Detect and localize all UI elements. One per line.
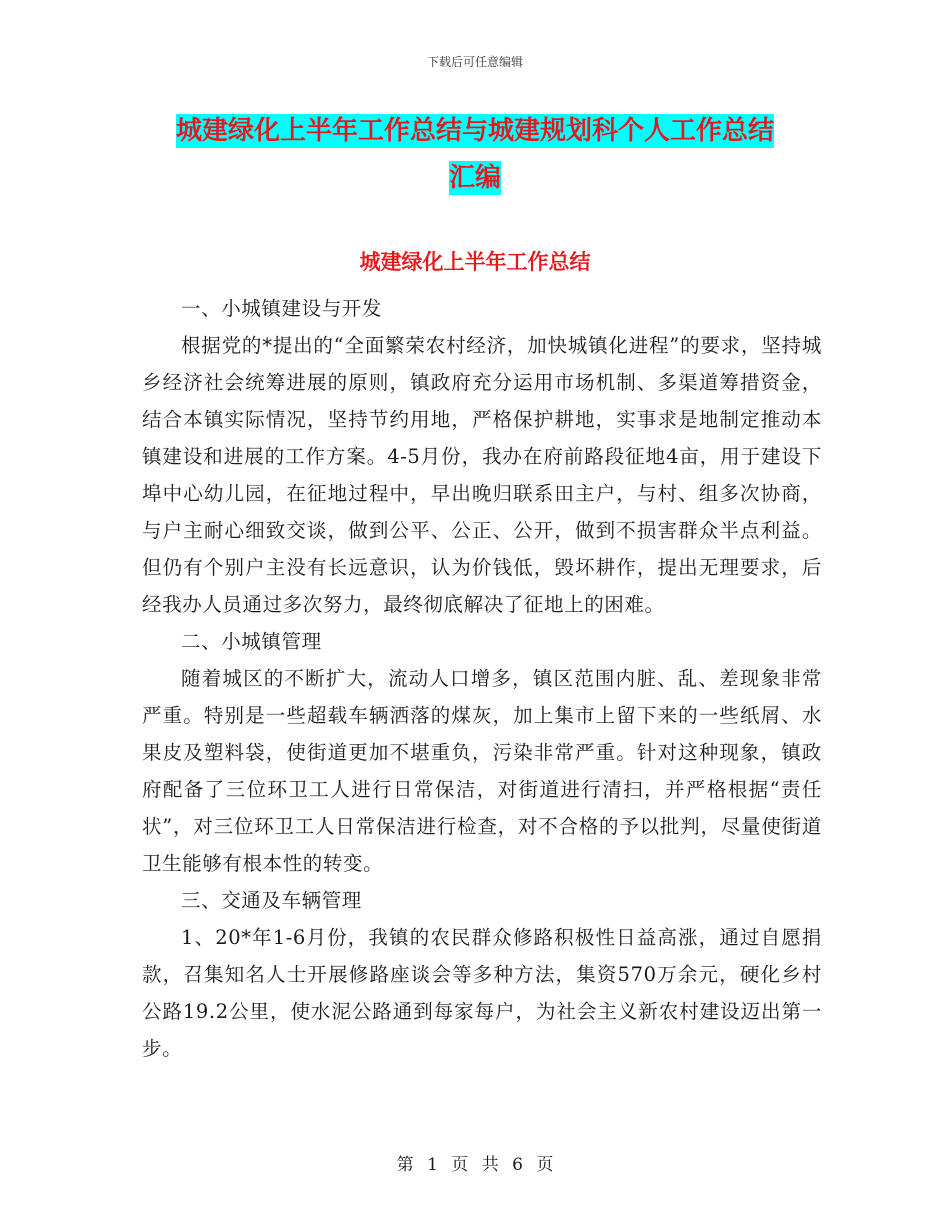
document-body [142, 290, 822, 1067]
heading-small-town-management: 二、小城镇管理 [181, 630, 322, 653]
title-line-1: 城建绿化上半年工作总结与城建规划科个人工作总结 [175, 116, 774, 146]
paragraph-development: 根据党的*提出的“全面繁荣农村经济，加快城镇化进程”的要求，坚持城乡经济社会统筹进展的原则，镇政府充分运用市场机制、多渠道筹措资金，结合本镇实际情况，坚持节约用地，严格保护耕地，实事求是地制定推动本镇建设和进展的工作方案。4-5月份，我办在府前路段征地4亩，用于建设下埠中心幼儿园，在征地过程中，早出晚归联系田主户，与村、组多次协商，与户主耐心细致交谈，做到公平、公正、公开，做到不损害群众半点利益。但仍有个别户主没有长远意识，认为价钱低，毁坏耕作，提出无理要求，后经我办人员通过多次努力，最终彻底解决了征地上的困难。 [142, 334, 822, 616]
heading-traffic-management: 三、交通及车辆管理 [181, 889, 362, 912]
page-footer: 第 1 页 共 6 页 [396, 1155, 554, 1175]
document-title [140, 108, 810, 202]
section-title: 城建绿化上半年工作总结 [359, 250, 591, 274]
heading-small-town-development: 一、小城镇建设与开发 [181, 297, 383, 320]
page-header: 下载后可任意编辑 [426, 55, 523, 69]
paragraph-management: 随着城区的不断扩大，流动人口增多，镇区范围内脏、乱、差现象非常严重。特别是一些超载车辆洒落的煤灰，加上集市上留下来的一些纸屑、水果皮及塑料袋，使街道更加不堪重负，污染非常严重。针对这种现象，镇政府配备了三位环卫工人进行日常保洁，对街道进行清扫，并严格根据“责任状”，对三位环卫工人日常保洁进行检查，对不合格的予以批判，尽量使街道卫生能够有根本性的转变。 [142, 667, 822, 875]
paragraph-traffic: 1、20*年1-6月份，我镇的农民群众修路积极性日益高涨，通过自愿捐款，召集知名人士开展修路座谈会等多种方法，集资570万余元，硬化乡村公路19.2公里，使水泥公路通到每家每户，为社会主义新农村建设迈出第一步。 [142, 926, 822, 1060]
title-line-2: 汇编 [448, 163, 501, 193]
